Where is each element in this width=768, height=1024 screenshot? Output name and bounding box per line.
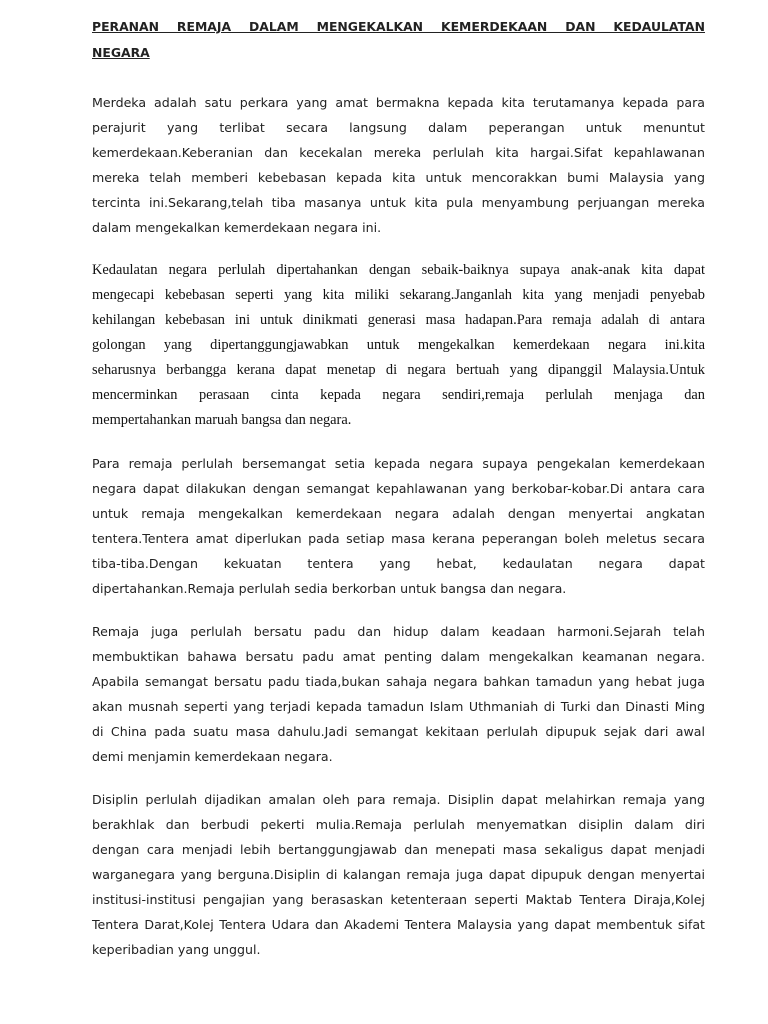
paragraph-line: Apabila semangat bersatu padu tiada,bukan sahaja negara bahkan tamadun yang hebat juga [92, 674, 705, 689]
paragraph-line: Tentera Darat,Kolej Tentera Udara dan Akademi Tentera Malaysia yang dapat membentuk sifat [92, 917, 705, 932]
paragraph-line: mempertahankan maruah bangsa dan negara. [92, 412, 352, 428]
paragraph [92, 90, 705, 240]
paragraph-line: mereka telah memberi kebebasan kepada kita untuk mencorakkan bumi Malaysia yang [92, 170, 705, 185]
paragraph-line: seharusnya berbangga kerana dapat menetap di negara bertuah yang dipanggil Malaysia.Untuk [92, 362, 705, 378]
paragraph-line: Merdeka adalah satu perkara yang amat bermakna kepada kita terutamanya kepada para [92, 95, 705, 110]
paragraph-line: Kedaulatan negara perlulah dipertahankan dengan sebaik-baiknya supaya anak-anak kita dapat [92, 262, 705, 278]
paragraph [92, 258, 705, 433]
document-page [92, 14, 705, 962]
paragraph-line: perajurit yang terlibat secara langsung dalam peperangan untuk menuntut [92, 120, 705, 135]
title-line: NEGARA [92, 45, 150, 60]
paragraph-line: dipertahankan.Remaja perlulah sedia berkorban untuk bangsa dan negara. [92, 581, 567, 596]
paragraph-line: Remaja juga perlulah bersatu padu dan hidup dalam keadaan harmoni.Sejarah telah [92, 624, 705, 639]
paragraph-line: tercinta ini.Sekarang,telah tiba masanya untuk kita pula menyambung perjuangan mereka [92, 195, 705, 210]
paragraph-line: di China pada suatu masa dahulu.Jadi semangat kekitaan perlulah dipupuk sejak dari awal [92, 724, 705, 739]
paragraph-line: warganegara yang berguna.Disiplin di kalangan remaja juga dapat dipupuk dengan menyertai [92, 867, 705, 882]
paragraph-line: mencerminkan perasaan cinta kepada negara sendiri,remaja perlulah menjaga dan [92, 387, 705, 403]
paragraph-line: Disiplin perlulah dijadikan amalan oleh para remaja. Disiplin dapat melahirkan remaja yang [92, 792, 705, 807]
paragraph-line: golongan yang dipertanggungjawabkan untuk mengekalkan kemerdekaan negara ini.kita [92, 337, 705, 353]
paragraph-line: keperibadian yang unggul. [92, 942, 261, 957]
paragraph [92, 451, 705, 601]
paragraph-line: mengecapi kebebasan seperti yang kita miliki sekarang.Janganlah kita yang menjadi penyebab [92, 287, 705, 303]
paragraph-line: berakhlak dan berbudi pekerti mulia.Remaja perlulah menyematkan disiplin dalam diri [92, 817, 705, 832]
paragraph-line: negara dapat dilakukan dengan semangat kepahlawanan yang berkobar-kobar.Di antara cara [92, 481, 705, 496]
paragraph-line: institusi-institusi pengajian yang berasaskan ketenteraan seperti Maktab Tentera Diraja,Kolej [92, 892, 705, 907]
paragraph-line: kehilangan kebebasan ini untuk dinikmati generasi masa hadapan.Para remaja adalah di antara [92, 312, 705, 328]
paragraph-line: kemerdekaan.Keberanian dan kecekalan mereka perlulah kita hargai.Sifat kepahlawanan [92, 145, 705, 160]
paragraph-line: akan musnah seperti yang terjadi kepada tamadun Islam Uthmaniah di Turki dan Dinasti Ming [92, 699, 705, 714]
paragraph [92, 787, 705, 962]
paragraph-line: membuktikan bahawa bersatu padu amat penting dalam mengekalkan keamanan negara. [92, 649, 705, 664]
paragraph-line: Para remaja perlulah bersemangat setia kepada negara supaya pengekalan kemerdekaan [92, 456, 705, 471]
paragraph-line: demi menjamin kemerdekaan negara. [92, 749, 333, 764]
paragraph [92, 619, 705, 769]
paragraph-line: tentera.Tentera amat diperlukan pada setiap masa kerana peperangan boleh meletus secara [92, 531, 705, 546]
document-title [92, 14, 705, 66]
paragraph-line: untuk remaja mengekalkan kemerdekaan negara adalah dengan menyertai angkatan [92, 506, 705, 521]
paragraph-line: dengan cara menjadi lebih bertanggungjawab dan menepati masa sekaligus dapat menjadi [92, 842, 705, 857]
paragraph-line: tiba-tiba.Dengan kekuatan tentera yang hebat, kedaulatan negara dapat [92, 556, 705, 571]
title-line: PERANAN REMAJA DALAM MENGEKALKAN KEMERDEKAAN DAN KEDAULATAN [92, 19, 705, 34]
paragraph-line: dalam mengekalkan kemerdekaan negara ini. [92, 220, 382, 235]
